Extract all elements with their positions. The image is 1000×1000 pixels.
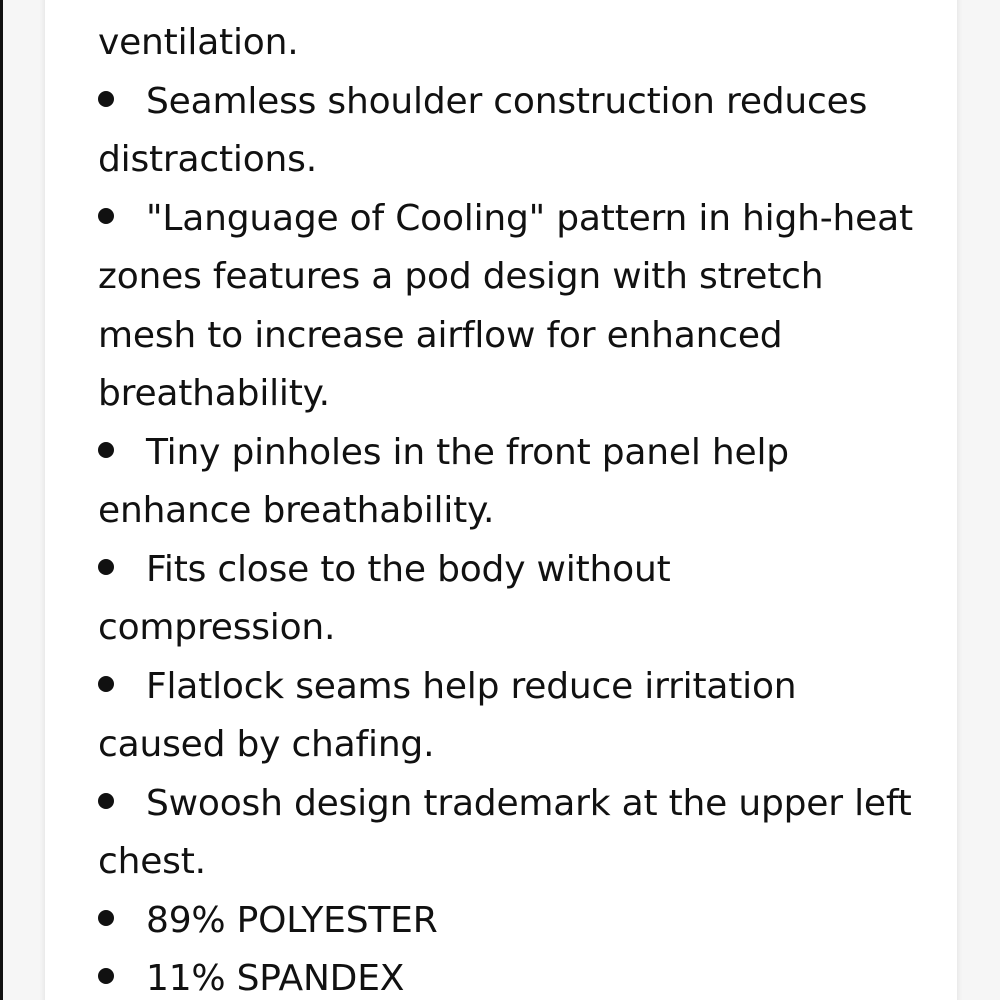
bullet-icon (98, 793, 114, 809)
list-item-text: Tiny pinholes in the front panel help enhance breathability. (98, 431, 789, 531)
list-item-text: Swoosh design trademark at the upper left chest. (98, 782, 912, 882)
list-item (98, 775, 918, 892)
bullet-icon (98, 442, 114, 458)
list-item-text: Fits close to the body without compression. (98, 548, 671, 648)
list-item-text: Flatlock seams help reduce irritation caused by chafing. (98, 665, 797, 765)
description-text (98, 14, 918, 1000)
list-item (98, 190, 918, 424)
bullet-icon (98, 91, 114, 107)
list-item (98, 73, 918, 190)
list-item (98, 892, 918, 951)
left-divider (0, 0, 3, 1000)
list-item (98, 541, 918, 658)
list-item-text: 11% SPANDEX (146, 958, 405, 999)
bullet-icon (98, 208, 114, 224)
bullet-icon (98, 676, 114, 692)
continued-line: ventilation. (98, 22, 299, 63)
list-item-text: "Language of Cooling" pattern in high-heat zones features a pod design with stretch mesh to increase airflow for enhanced breathability. (98, 197, 913, 414)
list-item (98, 424, 918, 541)
list-item (98, 950, 918, 1000)
bullet-icon (98, 968, 114, 984)
bullet-icon (98, 559, 114, 575)
list-item-text: 89% POLYESTER (146, 899, 438, 941)
bullet-icon (98, 910, 114, 926)
list-item (98, 658, 918, 775)
list-item-text: Seamless shoulder construction reduces distractions. (98, 80, 868, 180)
